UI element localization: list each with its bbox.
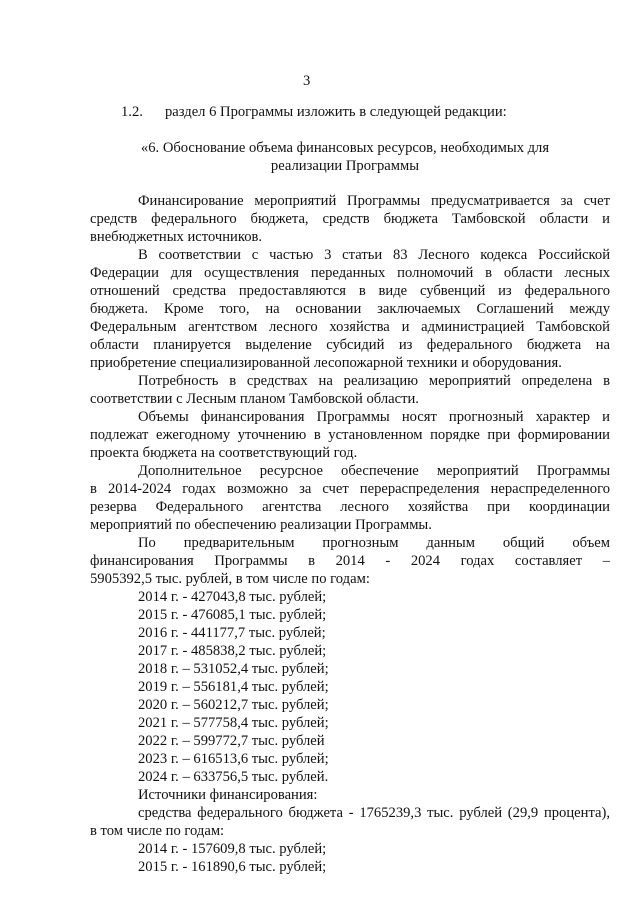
paragraph-1-line: средств федерального бюджета, средств бюджета Тамбовской области и — [90, 211, 610, 227]
year-list-item: 2024 г. – 633756,5 тыс. рублей. — [138, 769, 329, 785]
year-list-item: 2014 г. - 427043,8 тыс. рублей; — [138, 589, 327, 605]
paragraph-6-line: 5905392,5 тыс. рублей, в том числе по годам: — [90, 571, 370, 587]
paragraph-2-line: отношений средства предоставляются в виде субвенций из федерального — [90, 283, 610, 299]
paragraph-4-line: подлежат ежегодному уточнению в установленном порядке при формировании — [90, 427, 610, 443]
year-list-item: 2023 г. – 616513,6 тыс. рублей; — [138, 751, 329, 767]
year-list-item: 2019 г. – 556181,4 тыс. рублей; — [138, 679, 329, 695]
year-list-item: 2015 г. - 476085,1 тыс. рублей; — [138, 607, 327, 623]
paragraph-2-line: бюджета. Кроме того, на основании заключаемых Соглашений между — [90, 301, 610, 317]
sources-heading: Источники финансирования: — [138, 787, 318, 803]
section-title-line-2: реализации Программы — [270, 158, 420, 174]
federal-budget-line: в том числе по годам: — [90, 823, 225, 839]
paragraph-5-line: мероприятий по обеспечению реализации Программы. — [90, 517, 432, 533]
paragraph-3-line: соответствии с Лесным планом Тамбовской области. — [90, 391, 419, 407]
year-list-item: 2021 г. – 577758,4 тыс. рублей; — [138, 715, 329, 731]
year-list-item: 2018 г. – 531052,4 тыс. рублей; — [138, 661, 329, 677]
paragraph-6-line: По предварительным прогнозным данным общий объем — [138, 535, 610, 551]
paragraph-5-line: резерва Федерального агентства лесного хозяйства при координации — [90, 499, 610, 515]
paragraph-2-line: Федерации для осуществления переданных полномочий в области лесных — [90, 265, 610, 281]
paragraph-2-line: приобретение специализированной лесопожарной техники и оборудования. — [90, 355, 562, 371]
section-title-line-1: «6. Обоснование объема финансовых ресурсов, необходимых для — [140, 140, 550, 156]
year-list-item: 2020 г. – 560212,7 тыс. рублей; — [138, 697, 329, 713]
paragraph-2-line: области планируется выделение субсидий из федерального бюджета на — [90, 337, 610, 353]
page-number: 3 — [303, 73, 311, 89]
item-text: раздел 6 Программы изложить в следующей редакции: — [165, 104, 507, 120]
paragraph-2-line: В соответствии с частью 3 статьи 83 Лесного кодекса Российской — [138, 247, 610, 263]
paragraph-4-line: Объемы финансирования Программы носят прогнозный характер и — [138, 409, 610, 425]
year-list-item: 2017 г. - 485838,2 тыс. рублей; — [138, 643, 327, 659]
paragraph-2-line: Федеральным агентством лесного хозяйства и администрацией Тамбовской — [90, 319, 610, 335]
paragraph-1-line: Финансирование мероприятий Программы предусматривается за счет — [138, 193, 610, 209]
federal-budget-line: средства федерального бюджета - 1765239,3 тыс. рублей (29,9 процента), — [138, 805, 610, 821]
paragraph-6-line: финансирования Программы в 2014 - 2024 годах составляет – — [90, 553, 610, 569]
paragraph-5-line: в 2014-2024 годах возможно за счет перераспределения нераспределенного — [90, 481, 610, 497]
paragraph-4-line: проекта бюджета на соответствующий год. — [90, 445, 358, 461]
federal-year-item: 2014 г. - 157609,8 тыс. рублей; — [138, 841, 327, 857]
federal-year-item: 2015 г. - 161890,6 тыс. рублей; — [138, 859, 327, 875]
paragraph-3-line: Потребность в средствах на реализацию мероприятий определена в — [138, 373, 610, 389]
paragraph-5-line: Дополнительное ресурсное обеспечение мероприятий Программы — [138, 463, 610, 479]
year-list-item: 2016 г. - 441177,7 тыс. рублей; — [138, 625, 326, 641]
item-number: 1.2. — [121, 104, 143, 120]
paragraph-1-line: внебюджетных источников. — [90, 229, 263, 245]
year-list-item: 2022 г. – 599772,7 тыс. рублей — [138, 733, 325, 749]
